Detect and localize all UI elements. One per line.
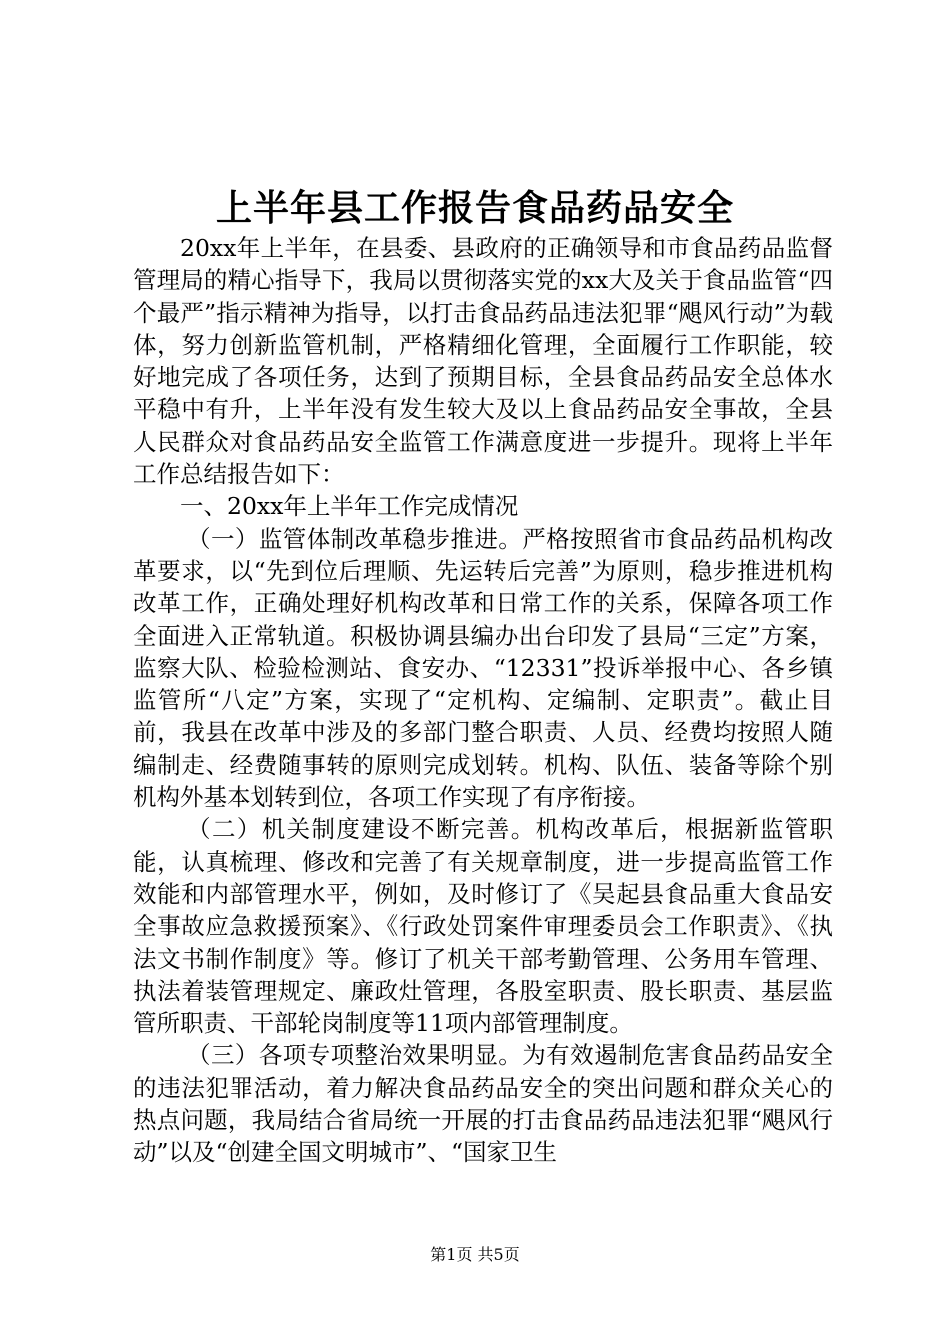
paragraph-section-2: （二）机关制度建设不断完善。机构改革后，根据新监管职能，认真梳理、修改和完善了有关规章制度，进一步提高监管工作效能和内部管理水平，例如，及时修订了《吴起县食品重大食品安全事故应急救援预案》、《行政处罚案件审理委员会工作职责》、《执法文书制作制度》等。修订了机关干部考勤管理、公务用车管理、执法着装管理规定、廉政灶管理，各股室职责、股长职责、基层监管所职责、干部轮岗制度等11项内部管理制度。 <box>133 815 833 1038</box>
section-heading: 一、20xx年上半年工作完成情况 <box>180 492 519 521</box>
page-number-footer: 第1页 共5页 <box>430 1245 520 1264</box>
document-title: 上半年县工作报告食品药品安全 <box>215 187 734 229</box>
paragraph-section-3: （三）各项专项整治效果明显。为有效遏制危害食品药品安全的违法犯罪活动，着力解决食品药品安全的突出问题和群众关心的热点问题，我局结合省局统一开展的打击食品药品违法犯罪“飓风行动”以及“创建全国文明城市”、“国家卫生 <box>133 1041 833 1167</box>
paragraph-section-1: （一）监管体制改革稳步推进。严格按照省市食品药品机构改革要求，以“先到位后理顺、先运转后完善”为原则，稳步推进机构改革工作，正确处理好机构改革和日常工作的关系，保障各项工作全面进入正常轨道。积极协调县编办出台印发了县局“三定”方案，监察大队、检验检测站、食安办、“12331”投诉举报中心、各乡镇监管所“八定”方案，实现了“定机构、定编制、定职责”。截止目前，我县在改革中涉及的多部门整合职责、人员、经费均按照人随编制走、经费随事转的原则完成划转。机构、队伍、装备等除个别机构外基本划转到位，各项工作实现了有序衔接。 <box>133 524 833 812</box>
document-body <box>133 232 833 1169</box>
paragraph-intro: 20xx年上半年，在县委、县政府的正确领导和市食品药品监督管理局的精心指导下，我局以贯彻落实党的xx大及关于食品监管“四个最严”指示精神为指导，以打击食品药品违法犯罪“飓风行动”为载体，努力创新监管机制，严格精细化管理，全面履行工作职能，较好地完成了各项任务，达到了预期目标，全县食品药品安全总体水平稳中有升，上半年没有发生较大及以上食品药品安全事故，全县人民群众对食品药品安全监管工作满意度进一步提升。现将上半年工作总结报告如下： <box>133 234 833 489</box>
